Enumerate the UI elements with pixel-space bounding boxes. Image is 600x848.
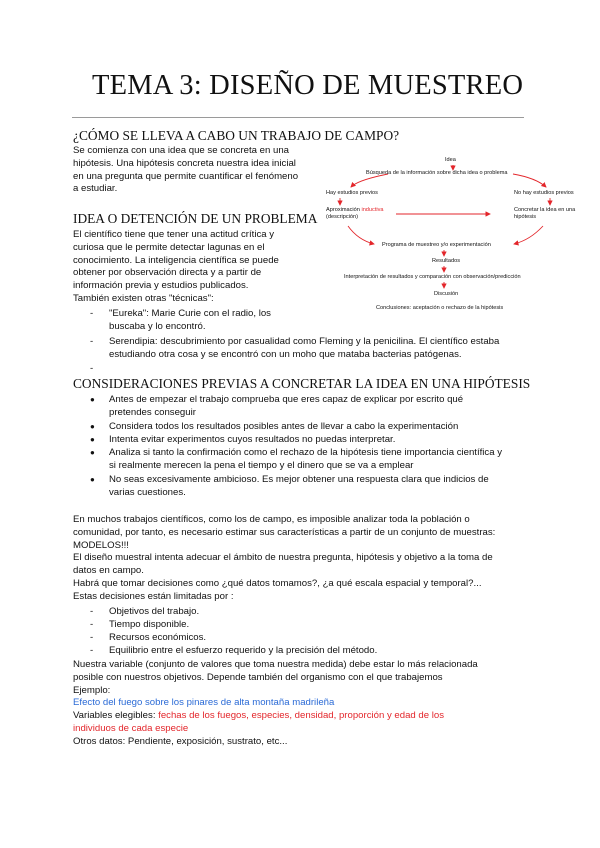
- section1-line: a estudiar.: [73, 183, 118, 195]
- list-item: [90, 363, 130, 376]
- arrow-to-no-hay-previos: [513, 174, 546, 187]
- section4-line: El diseño muestral intenta adecuar el ámbito de nuestra pregunta, hipótesis y objetivo a la toma de: [73, 552, 493, 564]
- bullet-marker: ●: [90, 395, 95, 404]
- list-item: [90, 308, 330, 334]
- section1-line: en una pregunta que permite cuantificar el fenómeno: [73, 170, 299, 182]
- list-item: [90, 632, 390, 645]
- list-item: [90, 474, 530, 500]
- node-aproximacion-label: Aproximación: [326, 207, 362, 213]
- section4-line: datos en campo.: [73, 565, 144, 577]
- otros-datos: Otros datos: Pendiente, exposición, sustrato, etc...: [73, 735, 288, 747]
- bullet-marker: ●: [90, 422, 95, 431]
- list-item-line: Equilibrio entre el esfuerzo requerido y la precisión del método.: [109, 645, 378, 656]
- node-aproximacion: [326, 207, 384, 221]
- section4-line: Nuestra variable (conjunto de valores que toma nuestra medida) debe estar lo más relacionada: [73, 659, 478, 670]
- section2-line: curiosa que le permite detectar lagunas en el: [73, 241, 265, 253]
- section4-line: En muchos trabajos científicos, como los de campo, es imposible analizar toda la población o: [73, 514, 470, 525]
- diagram-footer: [318, 305, 580, 317]
- node-concretar-line: Concretar la idea en una: [514, 207, 576, 213]
- list-item-line: Recursos económicos.: [109, 632, 207, 643]
- section1-line: hipótesis. Una hipótesis concreta nuestra idea inicial: [73, 157, 296, 169]
- node-busqueda: Búsqueda de la información sobre dicha idea o problema: [366, 170, 508, 176]
- list-item-line: Considera todos los resultados posibles antes de llevar a cabo la experimentación: [109, 421, 459, 432]
- list-item-line: varias cuestiones.: [109, 486, 186, 498]
- list-item: [90, 645, 510, 658]
- section4-line: MODELOS!!!: [73, 539, 129, 551]
- dash-marker: -: [90, 645, 94, 656]
- title-divider: [72, 117, 524, 118]
- section2-heading: IDEA O DETENCIÓN DE UN PROBLEMA: [73, 211, 318, 226]
- arrow-concretar-to-programa: [514, 226, 543, 244]
- dash-marker: -: [90, 606, 94, 617]
- node-concretar-line: hipótesis: [514, 213, 537, 220]
- list-item-line: buscaba y lo encontró.: [109, 320, 206, 332]
- node-aproximacion-inductiva: inductiva: [361, 207, 384, 213]
- section4-line: Ejemplo:: [73, 684, 111, 696]
- node-concretar: [514, 207, 575, 221]
- section1-paragraph: [73, 145, 298, 196]
- node-discusion: Discusión: [434, 291, 459, 297]
- section4-line: comunidad, por tanto, es necesario estimar sus características a partir de un conjunto de muestras:: [73, 526, 496, 538]
- section4-line: posible con nuestros objetivos. Depende también del organismo con el que trabajemos: [73, 671, 443, 683]
- list-item-line: si realmente merecen la pena el tiempo y el dinero que se va a emplear: [109, 459, 414, 471]
- example-text: Efecto del fuego sobre los pinares de alta montaña madrileña: [73, 697, 335, 709]
- dash-marker: -: [90, 336, 94, 347]
- list-item-line: Objetivos del trabajo.: [109, 606, 200, 617]
- list-item-line: Tiempo disponible.: [109, 619, 190, 630]
- dash-marker: -: [90, 308, 94, 319]
- node-programa: Programa de muestreo y/o experimentación: [382, 242, 491, 248]
- dash-marker: -: [90, 632, 94, 643]
- section4-line: Habrá que tomar decisiones como ¿qué datos tomamos?, ¿a qué escala espacial y temporal?...: [73, 577, 482, 589]
- list-item: [90, 434, 530, 447]
- node-hay-previos: Hay estudios previos: [326, 190, 378, 196]
- section4-paragraph: [73, 514, 495, 604]
- list-item: [90, 394, 530, 420]
- section3-heading: CONSIDERACIONES PREVIAS A CONCRETAR LA IDEA EN UNA HIPÓTESIS: [73, 376, 531, 391]
- bullet-marker: ●: [90, 475, 95, 484]
- variables-values: fechas de los fuegos, especies, densidad, proporción y edad de los: [158, 710, 445, 722]
- list-item: [90, 447, 530, 473]
- research-flow-diagram: [318, 150, 580, 300]
- list-item: [90, 421, 530, 434]
- variables-line: [73, 710, 478, 723]
- node-no-hay-previos: No hay estudios previos: [514, 190, 574, 196]
- list-item: [90, 619, 390, 632]
- section2-line: obtener por observación directa y a partir de: [73, 267, 262, 279]
- dash-marker: -: [90, 363, 94, 374]
- node-idea: Idea: [445, 157, 456, 163]
- section2-line: También existen otras "técnicas":: [73, 292, 214, 304]
- section1-heading: ¿CÓMO SE LLEVA A CABO UN TRABAJO DE CAMPO?: [73, 128, 400, 143]
- variables-label: Variables elegibles:: [73, 710, 159, 722]
- section4-paragraph-2: [73, 659, 478, 749]
- list-item: [90, 336, 530, 362]
- section2-line: conocimiento. La inteligencia científica se puede: [73, 254, 279, 266]
- node-conclusiones: Conclusiones: aceptación o rechazo de la hipótesis: [376, 305, 504, 311]
- list-item-line: pretendes conseguir: [109, 406, 196, 418]
- list-item-line: "Eureka": Marie Curie con el radio, los: [109, 308, 271, 319]
- section2-line: El científico tiene que tener una actitud crítica y: [73, 229, 275, 240]
- section4-line: Estas decisiones están limitadas por :: [73, 590, 234, 602]
- section1-line: Se comienza con una idea que se concreta en una: [73, 145, 290, 156]
- node-resultados: Resultados: [432, 258, 460, 264]
- node-aproximacion-sub: (descripción): [326, 213, 359, 220]
- variables-values-cont: individuos de cada especie: [73, 722, 189, 734]
- bullet-marker: ●: [90, 435, 95, 444]
- node-interpretacion: Interpretación de resultados y comparación con observación/predicción: [344, 274, 521, 280]
- section2-paragraph: [73, 229, 279, 306]
- list-item-line: Analiza si tanto la confirmación como el rechazo de la hipótesis tiene importancia científica y: [109, 447, 503, 458]
- list-item: [90, 606, 390, 619]
- arrow-aprox-to-programa: [348, 226, 374, 244]
- list-item-line: Intenta evitar experimentos cuyos resultados no puedas interpretar.: [109, 434, 396, 445]
- list-item-line: Antes de empezar el trabajo comprueba que eres capaz de explicar por escrito qué: [109, 394, 464, 405]
- bullet-marker: ●: [90, 448, 95, 457]
- list-item-line: estudiando otra cosa y se encontró con un moho que mataba bacterias patógenas.: [109, 348, 462, 360]
- list-item-line: No seas excesivamente ambicioso. Es mejor obtener una respuesta clara que indicios de: [109, 474, 489, 485]
- page-title: TEMA 3: DISEÑO DE MUESTREO: [92, 70, 524, 101]
- section2-line: información previa y estudios publicados.: [73, 280, 249, 292]
- dash-marker: -: [90, 619, 94, 630]
- list-item-line: Serendipia: descubrimiento por casualidad como Fleming y la penicilina. El científico estaba: [109, 336, 500, 347]
